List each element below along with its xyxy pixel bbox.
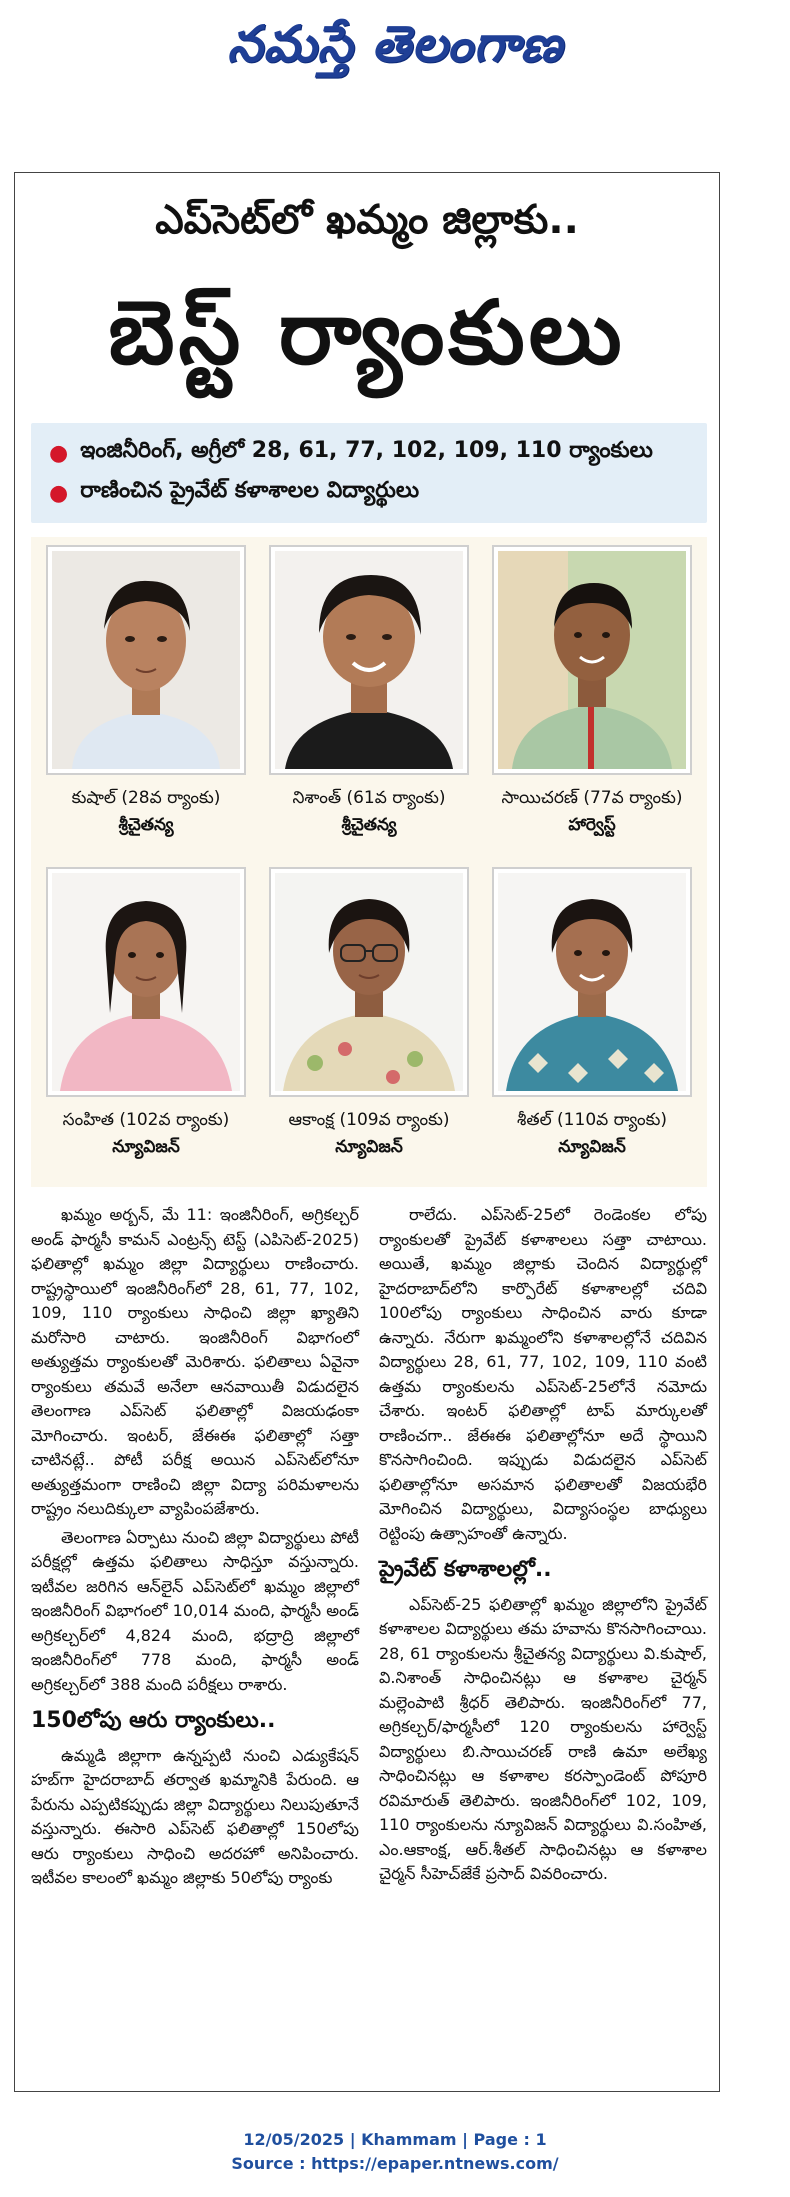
student-card <box>41 545 251 839</box>
student-card <box>487 867 697 1161</box>
student-college: శ్రీచైతన్య <box>118 815 174 835</box>
article-subhead: ప్రైవేట్ కళాశాలల్లో.. <box>379 1557 552 1582</box>
portrait-image <box>275 873 463 1091</box>
student-name-rank: సాయిచరణ్ (77వ ర్యాంకు) <box>501 788 683 808</box>
article-paragraph: ఉమ్మడి జిల్లాగా ఉన్నప్పటి నుంచి ఎడ్యుకేషన్ హబ్‌గా హైదరాబాద్ తర్వాత ఖమ్మానికి పేరుంది. ఆ పేరును ఎప్పటికప్పుడు జిల్లా విద్యార్థులు నిలుపుతూనే వస్తున్నారు. ఈసారి ఎప్‌సెట్ ఫలితాల్లో 150లోపు ఆరు ర్యాంకులు సాధించి అదరహో అనిపించారు. ఇటీవల కాలంలో ఖమ్మం జిల్లాకు 50లోపు ర్యాంకు <box>31 1745 359 1887</box>
student-name-rank: సంహిత (102వ ర్యాంకు) <box>62 1110 230 1130</box>
student-college: హార్వెస్ట్ <box>568 815 616 835</box>
student-card <box>41 867 251 1161</box>
article-paragraph: ఖమ్మం అర్బన్, మే 11: ఇంజినీరింగ్, అగ్రికల్చర్ అండ్ ఫార్మసీ కామన్ ఎంట్రన్స్ టెస్ట్ (ఎపిసెట్-2025) ఫలితాల్లో ఖమ్మం జిల్లా విద్యార్థులు రాణించారు. రాష్ట్రస్థాయిలో ఇంజినీరింగ్‌లో 28, 61, 77, 102, 109, 110 ర్యాంకులు సాధించి జిల్లా ఖ్యాతిని మరోసారి చాటారు. ఇంజినీరింగ్ విభాగంలో అత్యుత్తమ ర్యాంకులతో మెరిశారు. ఫలితాలు ఏవైనా ర్యాంకులు తమవే అనేలా ఆనవాయితీ విడుదలైన తెలంగాణ ఎప్‌సెట్ ఫలితాల్లో విజయఢంకా మోగించారు. ఇంటర్, జేఈఈ ఫలితాల్లో సత్తా చాటినట్లే.. పోటీ పరీక్ష అయిన ఎప్‌సెట్‌లోనూ అత్యుత్తమంగా రాణించి జిల్లా విద్యా పరిమళాలను రాష్ట్రం నలుదిక్కులా వ్యాపింపజేశారు. <box>31 1205 359 1518</box>
student-name-rank: శీతల్ (110వ ర్యాంకు) <box>517 1110 667 1130</box>
highlight-item <box>49 473 689 513</box>
student-photos <box>31 537 707 1187</box>
highlights-box <box>31 423 707 523</box>
student-college: న్యూవిజన్ <box>112 1137 180 1157</box>
news-article <box>14 172 720 2092</box>
student-college: న్యూవిజన్ <box>335 1137 403 1157</box>
student-college: న్యూవిజన్ <box>558 1137 626 1157</box>
student-name-rank: ఆకాంక్ష (109వ ర్యాంకు) <box>288 1110 450 1130</box>
article-body <box>31 1203 707 2073</box>
article-kicker: ఎప్‌సెట్‌లో ఖమ్మం జిల్లాకు.. <box>155 197 579 243</box>
portrait-image <box>275 551 463 769</box>
student-name-rank: కుషాల్ (28వ ర్యాంకు) <box>71 788 221 808</box>
article-column-right <box>379 1203 707 2073</box>
highlight-item <box>49 433 689 473</box>
student-college: శ్రీచైతన్య <box>341 815 397 835</box>
student-photo <box>46 867 246 1097</box>
student-card <box>264 867 474 1161</box>
student-photo <box>269 867 469 1097</box>
portrait-image <box>52 551 240 769</box>
portrait-image <box>52 873 240 1091</box>
highlight-text: రాణించిన ప్రైవేట్ కళాశాలల విద్యార్థులు <box>80 478 420 503</box>
masthead <box>0 0 790 100</box>
page-footer <box>0 2128 790 2176</box>
student-photo <box>46 545 246 775</box>
article-headline: బెస్ట్ ర్యాంకులు <box>108 281 626 384</box>
student-card <box>264 545 474 839</box>
bullet-icon: ● <box>49 440 69 466</box>
portrait-image <box>498 873 686 1091</box>
highlight-text: ఇంజినీరింగ్, అగ్రీలో 28, 61, 77, 102, 109, 110 ర్యాంకులు <box>80 438 653 463</box>
article-paragraph: రాలేదు. ఎప్‌సెట్-25లో రెండెంకల లోపు ర్యాంకులతో ప్రైవేట్ కళాశాలలు సత్తా చాటాయి. అయితే, ఖమ్మం జిల్లాకు చెందిన విద్యార్థుల్లో హైదరాబాద్‌లోని కార్పొరేట్ కళాశాలల్లో చదివి 100లోపు ర్యాంకులు సాధించిన వారు కూడా ఉన్నారు. నేరుగా ఖమ్మంలోని కళాశాలల్లోనే చదివిన విద్యార్థులు 28, 61, 77, 102, 109, 110 వంటి ఉత్తమ ర్యాంకులను ఎప్‌సెట్-25లోనే నమోదు చేశారు. ఇంటర్ ఫలితాల్లో టాప్ మార్కులతో రాణించగా.. జేఈఈ ఫలితాల్లోనూ అదే స్థాయిని కొనసాగించింది. ఇప్పుడు విడుదలైన ఎప్‌సెట్ ఫలితాల్లోనూ అసమాన ఫలితాలతో విజయభేరి మోగించిన విద్యార్థులు, విద్యాసంస్థల బాధ్యులు రెట్టింపు ఉత్సాహంతో ఉన్నారు. <box>379 1205 707 1543</box>
student-name-rank: నిశాంత్ (61వ ర్యాంకు) <box>292 788 446 808</box>
portrait-image <box>498 551 686 769</box>
student-photo <box>269 545 469 775</box>
student-photo <box>492 867 692 1097</box>
article-subhead: 150లోపు ఆరు ర్యాంకులు.. <box>31 1708 276 1733</box>
article-paragraph: ఎప్‌సెట్-25 ఫలితాల్లో ఖమ్మం జిల్లాలోని ప్రైవేట్ కళాశాలల విద్యార్థులు తమ హవాను కొనసాగించాయి. 28, 61 ర్యాంకులను శ్రీచైతన్య విద్యార్థులు వి.కుషాల్, వి.నిశాంత్ సాధించినట్లు ఆ కళాశాల చైర్మన్ మల్లెంపాటి శ్రీధర్ తెలిపారు. ఇంజినీరింగ్‌లో 77, అగ్రికల్చర్/ఫార్మసీలో 120 ర్యాంకులను హార్వెస్ట్ విద్యార్థులు బి.సాయిచరణ్ రాణి ఉమా అలేఖ్య సాధించినట్లు ఆ కళాశాల కరస్పాండెంట్ పోపూరి రవిమారుత్ తెలిపారు. ఇంజినీరింగ్‌లో 102, 109, 110 ర్యాంకులను న్యూవిజన్ విద్యార్థులు వి.సంహిత, ఎం.ఆకాంక్ష, ఆర్.శీతల్ సాధించినట్లు ఆ కళాశాల చైర్మన్ సీహెచ్‌జేకే ప్రసాద్ వివరించారు. <box>379 1594 707 1883</box>
footer-source-link[interactable]: Source : https://epaper.ntnews.com/ <box>231 2154 559 2173</box>
student-card <box>487 545 697 839</box>
newspaper-logo: నమస్తే తెలంగాణ <box>227 14 563 73</box>
student-photo <box>492 545 692 775</box>
article-column-left <box>31 1203 359 2073</box>
article-paragraph: తెలంగాణ ఏర్పాటు నుంచి జిల్లా విద్యార్థులు పోటీ పరీక్షల్లో ఉత్తమ ఫలితాలు సాధిస్తూ వస్తున్నారు. ఇటీవల జరిగిన ఆన్‌లైన్ ఎప్‌సెట్‌లో ఖమ్మం జిల్లాలో ఇంజినీరింగ్ విభాగంలో 10,014 మంది, ఫార్మసీ అండ్ అగ్రికల్చర్‌లో 4,824 మంది, భద్రాద్రి జిల్లాలో ఇంజినీరింగ్‌లో 778 మంది, ఫార్మసీ అండ్ అగ్రికల్చర్‌లో 388 మంది పరీక్షలు రాశారు. <box>31 1527 359 1694</box>
bullet-icon: ● <box>49 480 69 506</box>
footer-edition-info: 12/05/2025 | Khammam | Page : 1 <box>243 2130 547 2149</box>
